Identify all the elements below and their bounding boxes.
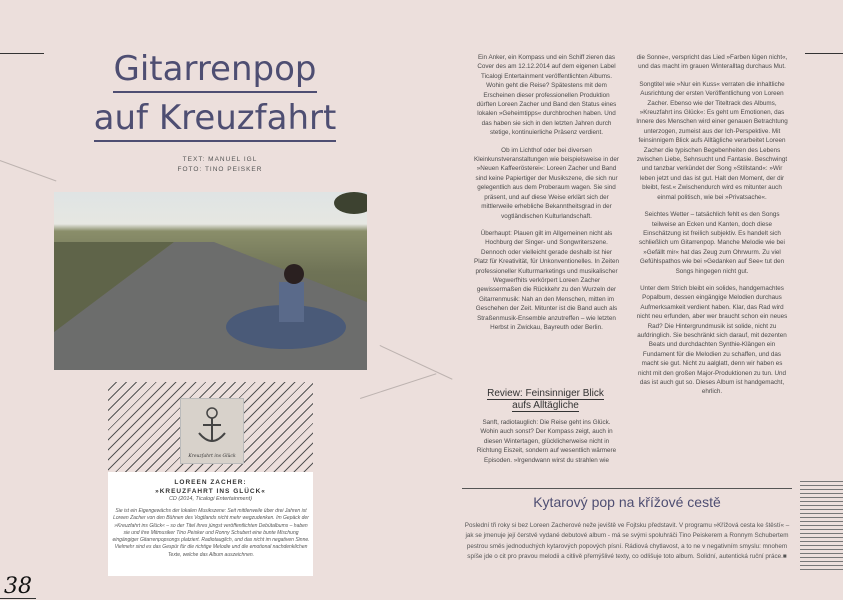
top-left-rule xyxy=(0,53,44,54)
album-title: »KREUZFAHRT INS GLÜCK« xyxy=(155,488,266,495)
photo-road-illustration xyxy=(54,242,367,370)
article-photo xyxy=(54,192,367,370)
article-column-2 xyxy=(636,53,788,405)
paragraph: Songtitel wie »Nur ein Kuss« verraten die inhaltliche Ausrichtung der ersten Veröffentlichung von Loreen Zacher. Ebenso wie der Titeltrack des Albums, »Kreuzfahrt ins Glück«: Es geht um Emotionen, das Innere des Menschen wird einer genauen Betrachtung unterzogen, zumeist aus der Ich-Perspektive. Mit feinsinnigem Blick aufs Alltägliche verarbeitet Loreen Zacher die typischen Begebenheiten des Lebens zwischen Liebe, Sehnsucht und Fantasie. Beschwingt und tanzbar verkündet der Song »Stillstand«: »Wir leben jetzt und das ist gut. Halt den Moment, der dir bleibt, fest.« Zwischendurch wird es mitunter auch einmal politisch, wie bei »Privatsache«. xyxy=(636,80,788,201)
page-number: 38 xyxy=(4,574,32,599)
czech-summary-text: Poslední tři roky si bez Loreen Zacherové neže jeviště ve Fojtsku představit. V programu »Křížová cesta ke štěstí« – jak se jmenuje její čerstvě vydané debutové album - má se svými spoluhráči Tino Peiskerem a Ronnym Schubertem pestrou směs jednoduchých kytarových popových písní. Rádiová chytlavost, a to ne v negativním smyslu: mnohem spíše jde o cit pro pravou melodii a citlivě přemýšlivé texty, co odlišuje toto album. Solidní, autentická ruční práce.■ xyxy=(464,522,790,560)
czech-summary-rule xyxy=(462,488,792,489)
paragraph: Ob im Lichthof oder bei diversen Kleinkunstveranstaltungen wie beispielsweise in der »Neuen Kaffeerösterei«: Loreen Zacher und Band sind keine Papiertiger der Musikszene, die sich nur gelegentlich aus dem Proberaum wagen. Sie sind präsent, und auf diese Weise erklärt sich der mittlerweile erhebliche Bekanntheitsgrad in der vogtländischen Kulturlandschaft. xyxy=(474,146,619,220)
cover-caption: Kreuzfahrt ins Glück xyxy=(188,454,236,459)
tree-silhouette xyxy=(334,192,367,214)
right-hatch-decoration xyxy=(800,478,843,573)
review-heading-line-2: aufs Alltägliche xyxy=(512,400,579,411)
credit-photo: FOTO: TINO PEISKER xyxy=(177,166,263,173)
top-right-rule xyxy=(805,53,843,54)
anchor-icon xyxy=(181,399,243,449)
article-title xyxy=(60,48,370,146)
czech-summary-title: Kytarový pop na křížové cestě xyxy=(533,494,721,510)
album-meta: CD (2014, Ticalogi Entertainment) xyxy=(168,496,253,502)
title-line-2: auf Kreuzfahrt xyxy=(94,97,337,142)
decorative-diagonal-line xyxy=(0,160,56,181)
album-heading xyxy=(108,478,313,496)
paragraph: Unter dem Strich bleibt ein solides, handgemachtes Popalbum, dessen eingängige Melodien durchaus Aufmerksamkeit verdient haben. Klar, das Rad wird nicht neu erfunden, aber wer braucht schon ein neues Rad? Die Hintergrundmusik ist solide, nicht zu aufdringlich. Sie beschränkt sich darauf, mit dezenten Beats und durchdachten Synthie-Klängen ein Fundament für die Melodien zu schaffen, und das macht sie gut. Nicht zu aalglatt, denn wir haben es nicht mit den großen Major-Produktionen zu tun. Und das ist auch gut so. Dieses Album ist handgemacht, ehrlich. xyxy=(636,284,788,396)
review-heading xyxy=(483,388,608,412)
paragraph: die Sonne«, verspricht das Lied »Farben lügen nicht«, und das macht im grauen Winteralltag durchaus Mut. xyxy=(636,54,788,71)
article-column-1 xyxy=(474,53,619,340)
album-artist: LOREEN ZACHER: xyxy=(174,479,247,486)
album-cover xyxy=(180,398,244,464)
title-line-1: Gitarrenpop xyxy=(113,48,316,93)
credit-text: TEXT: MANUEL IGL xyxy=(182,156,258,163)
paragraph: Sanft, radiotauglich: Die Reise geht ins Glück. Wohin auch sonst? Der Kompass zeigt, auch in diesen Wintertagen, glücklicherweise nicht in Richtung Eiszeit, sondern auf wesentlich wärmere Episoden. »Irgendwann wirst du strahlen wie xyxy=(476,419,617,464)
review-heading-line-1: Review: Feinsinniger Blick xyxy=(487,388,604,399)
paragraph: Seichtes Wetter – tatsächlich fehlt es den Songs teilweise an Ecken und Kanten, doch diese Einschätzung ist freilich subjektiv. Es handelt sich schließlich um Gitarrenpop. Manche Melodie wie bei »Gefällt mir« hat das Zeug zum Ohrwurm. Zu viel Gefühlspathos wie bei »Gedanken auf See« tut den Songs hingegen nicht gut. xyxy=(639,211,785,275)
article-credits xyxy=(150,155,290,175)
album-description: Sie ist ein Eigengewächs der lokalen Musikszene: Seit mittlerweile über drei Jahren ist Loreen Zacher von den Bühnen des Vogtlands nicht mehr wegzudenken. Im Gepäck der »Kreuzfahrt ins Glück« – so der Titel ihres jüngst veröffentlichten Debütalbums – haben sie und ihre Mitmusiker Tino Peisker und Ronny Schubert eine bunte Mischung eingängiger Gitarrenpopsongs platziert. Radiotauglich, und das nicht im negativen Sinne. Vielmehr sind es das Gespür für die richtige Melodie und die emotional nachdenklichen Texte, welche das Album auszeichnen. xyxy=(112,508,310,558)
article-column-1-end xyxy=(474,418,619,473)
decorative-diagonal-line xyxy=(360,373,436,399)
paragraph: Überhaupt: Plauen gilt im Allgemeinen nicht als Hochburg der Singer- und Songwriterszene. Dennoch oder vielleicht gerade deshalb ist hier Platz für Kreativität, für Unkonventionelles. In Zeiten professioneller Kulturmarketings und musikalischer Wegwerfhits verkörpert Loreen Zacher gewissermaßen die Rückkehr zu den Wurzeln der Gitarrenmusik: Nah an den Menschen, mitten im Geschehen der Zeit. Mitunter ist die Band auch als Straßenmusik-Ensemble anzutreffen – wie letzten Herbst in Zwickau, Bayreuth oder Berlin. xyxy=(474,229,619,331)
decorative-diagonal-line xyxy=(380,345,453,380)
paragraph: Ein Anker, ein Kompass und ein Schiff zieren das Cover des am 12.12.2014 auf dem eigenen Label Ticalogi Entertainment veröffentlichten Albums. Wohin geht die Reise? Spätestens mit dem Erscheinen dieser professionellen Produktion dürften Loreen Zacher und Band den Status eines lokalen »Geheimtipps« durchbrochen haben. Und das haben sie sich in den letzten Jahren durch stetige, kontinuierliche Präsenz verdient. xyxy=(476,54,617,137)
